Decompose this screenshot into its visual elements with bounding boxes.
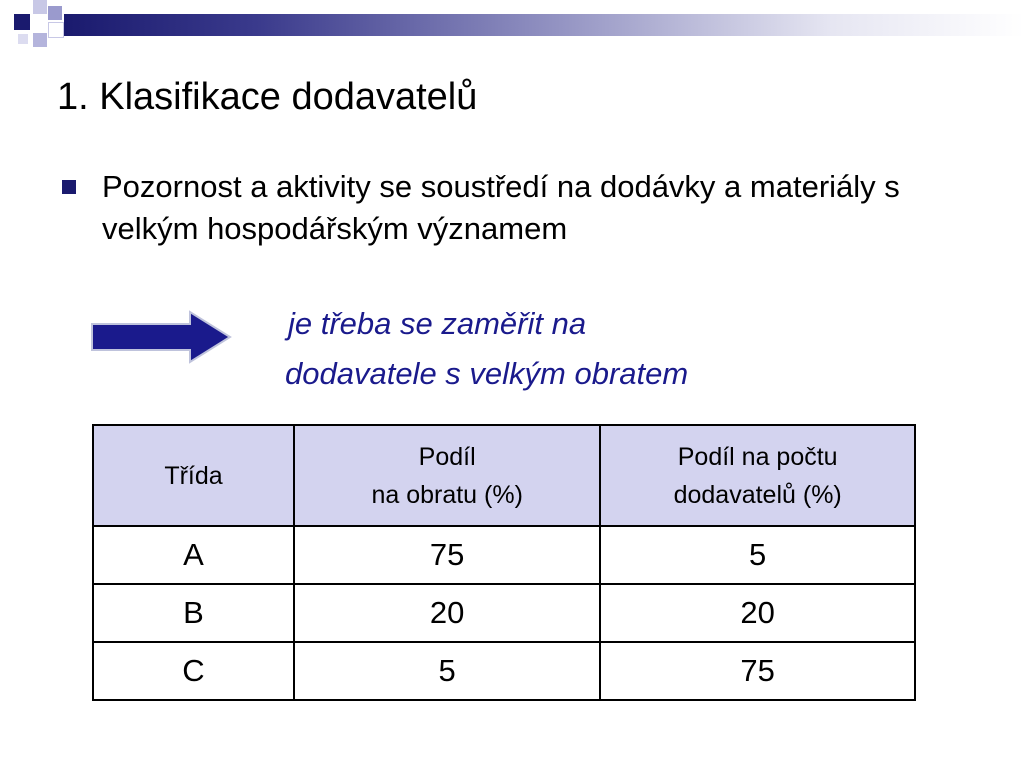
- header-turnover-share-line2: na obratu (%): [371, 480, 523, 509]
- cell-class: A: [93, 526, 294, 584]
- deco-square: [48, 22, 64, 38]
- header-turnover-share: [294, 425, 600, 526]
- slide-title: 1. Klasifikace dodavatelů: [57, 76, 478, 118]
- cell-turnover-share: 20: [294, 584, 600, 642]
- table-row: [93, 642, 915, 700]
- table-header-row: [93, 425, 915, 526]
- cell-turnover-share: 5: [294, 642, 600, 700]
- cell-supplier-count-share: 5: [600, 526, 915, 584]
- right-arrow-icon: [90, 310, 232, 364]
- cell-supplier-count-share: 20: [600, 584, 915, 642]
- cell-class: C: [93, 642, 294, 700]
- header-turnover-share-line1: Podíl: [418, 442, 476, 471]
- header-class-label: Třída: [164, 461, 223, 490]
- header-supplier-count-line1: Podíl na počtu: [677, 442, 838, 471]
- table-row: [93, 584, 915, 642]
- cell-supplier-count-share: 75: [600, 642, 915, 700]
- table-row: [93, 526, 915, 584]
- deco-square: [18, 34, 28, 44]
- header-class: [93, 425, 294, 526]
- square-bullet-icon: [62, 180, 76, 194]
- deco-square: [33, 0, 47, 14]
- deco-square: [33, 33, 47, 47]
- header-supplier-count-share: [600, 425, 915, 526]
- header-supplier-count-line2: dodavatelů (%): [673, 480, 842, 509]
- supplier-classification-table: [92, 424, 916, 701]
- emphasis-line-1: je třeba se zaměřit na: [288, 306, 587, 341]
- bullet-text: Pozornost a aktivity se soustředí na dodávky a materiály s velkým hospodářským významem: [102, 169, 900, 246]
- cell-class: B: [93, 584, 294, 642]
- cell-turnover-share: 75: [294, 526, 600, 584]
- deco-square: [14, 14, 30, 30]
- deco-square: [48, 6, 62, 20]
- header-gradient-bar: [64, 14, 1024, 36]
- emphasis-line-2: dodavatele s velkým obratem: [285, 356, 689, 391]
